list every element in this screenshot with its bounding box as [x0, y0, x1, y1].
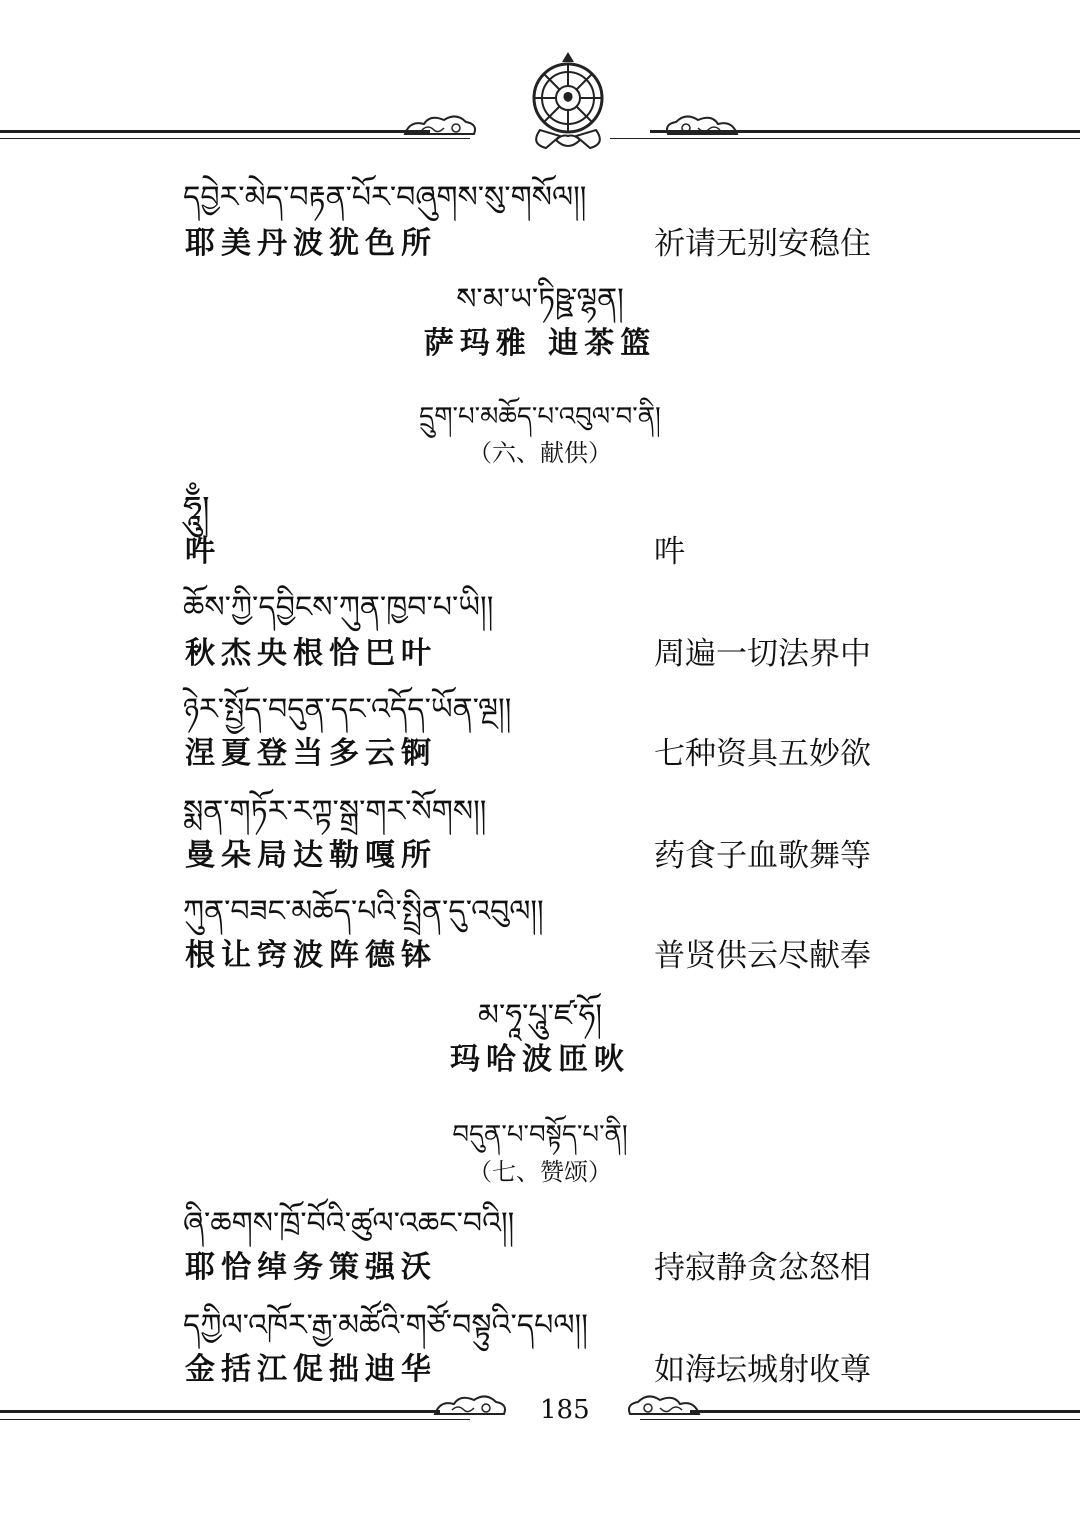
section-7-tibetan-heading: བདུན་པ་བསྟོད་པ་ནི།	[452, 1120, 628, 1150]
page-number: 185	[540, 1395, 590, 1425]
verse-6-2-translation: 七种资具五妙欲	[654, 736, 871, 772]
dharma-wheel-icon	[520, 52, 616, 154]
footer-cloud-left-icon	[430, 1392, 510, 1422]
verse-6-3-transliteration: 曼朵局达勒嘎所	[185, 838, 437, 873]
verse-7-2-tibetan: དཀྱིལ་འཁོར་རྒྱ་མཚོའི་གཙོ་བསྟུའི་དཔལ།།	[183, 1308, 588, 1343]
verse-6-4-tibetan: ཀུན་བཟང་མཆོད་པའི་སྤྲིན་དུ་འབུལ།།	[183, 894, 544, 929]
footer-cloud-right-icon	[624, 1392, 704, 1422]
verse-6-1-tibetan: ཆོས་ཀྱི་དབྱིངས་ཀུན་ཁྱབ་པ་ཡི།།	[183, 590, 494, 625]
verse-top-translation: 祈请无别安稳住	[654, 226, 871, 262]
verse-6-2-tibetan: ཉེར་སྤྱོད་བདུན་དང་འདོད་ཡོན་ལྔ།།	[183, 692, 512, 727]
section-6-title: （六、献供）	[468, 439, 612, 467]
mantra-1-transliteration: 萨玛雅 迪茶篮	[423, 326, 657, 361]
mantra-2-tibetan: མ་ཧཱ་པཱུ་ཛ་ཧོ།	[477, 998, 603, 1033]
verse-6-2-transliteration: 涅夏登当多云锕	[185, 736, 437, 771]
header-rule-top	[0, 130, 430, 133]
footer-rule-bottom-right	[640, 1419, 1080, 1420]
cloud-ornament-left-icon	[400, 112, 480, 142]
hum-translation: 吽	[654, 534, 685, 570]
hum-transliteration: 吽	[185, 534, 221, 569]
verse-6-3-translation: 药食子血歌舞等	[654, 838, 871, 874]
verse-6-1-translation: 周遍一切法界中	[654, 636, 871, 672]
verse-6-3-tibetan: སྨན་གཏོར་རཀྟ་སྒྲ་གར་སོགས།།	[183, 794, 487, 829]
verse-6-1-transliteration: 秋杰央根恰巴叶	[185, 636, 437, 671]
verse-7-1-translation: 持寂静贪忿怒相	[654, 1250, 871, 1286]
verse-6-4-translation: 普贤供云尽献奉	[654, 938, 871, 974]
verse-7-2-transliteration: 金括江促拙迪华	[185, 1352, 437, 1387]
mantra-2-transliteration: 玛哈波匝吙	[450, 1042, 630, 1077]
verse-7-1-tibetan: ཞི་ཆགས་ཁྲོ་བོའི་ཚུལ་འཆང་བའི།།	[183, 1206, 515, 1241]
verse-7-1-transliteration: 耶恰绰务策强沃	[185, 1250, 437, 1285]
verse-top-tibetan: དབྱེར་མེད་བརྟན་པོར་བཞུགས་སུ་གསོལ།།	[183, 180, 587, 215]
footer-rule-bottom	[0, 1419, 470, 1420]
footer-rule-top-right	[690, 1410, 1080, 1413]
verse-6-4-transliteration: 根让窍波阵德钵	[185, 938, 437, 973]
mantra-1-tibetan: ས་མ་ཡ་ཏིཥྛ་ལྷན།	[456, 282, 624, 317]
section-6-tibetan-heading: དྲུག་པ་མཆོད་པ་འབུལ་བ་ནི།	[419, 402, 661, 432]
cloud-ornament-right-icon	[662, 112, 742, 142]
section-7-title: （七、赞颂）	[468, 1158, 612, 1186]
hum-tibetan: ཧཱུྃ།	[183, 489, 210, 529]
verse-top-transliteration: 耶美丹波犹色所	[185, 226, 437, 261]
footer-rule-top	[0, 1410, 440, 1413]
verse-7-2-translation: 如海坛城射收尊	[654, 1352, 871, 1388]
